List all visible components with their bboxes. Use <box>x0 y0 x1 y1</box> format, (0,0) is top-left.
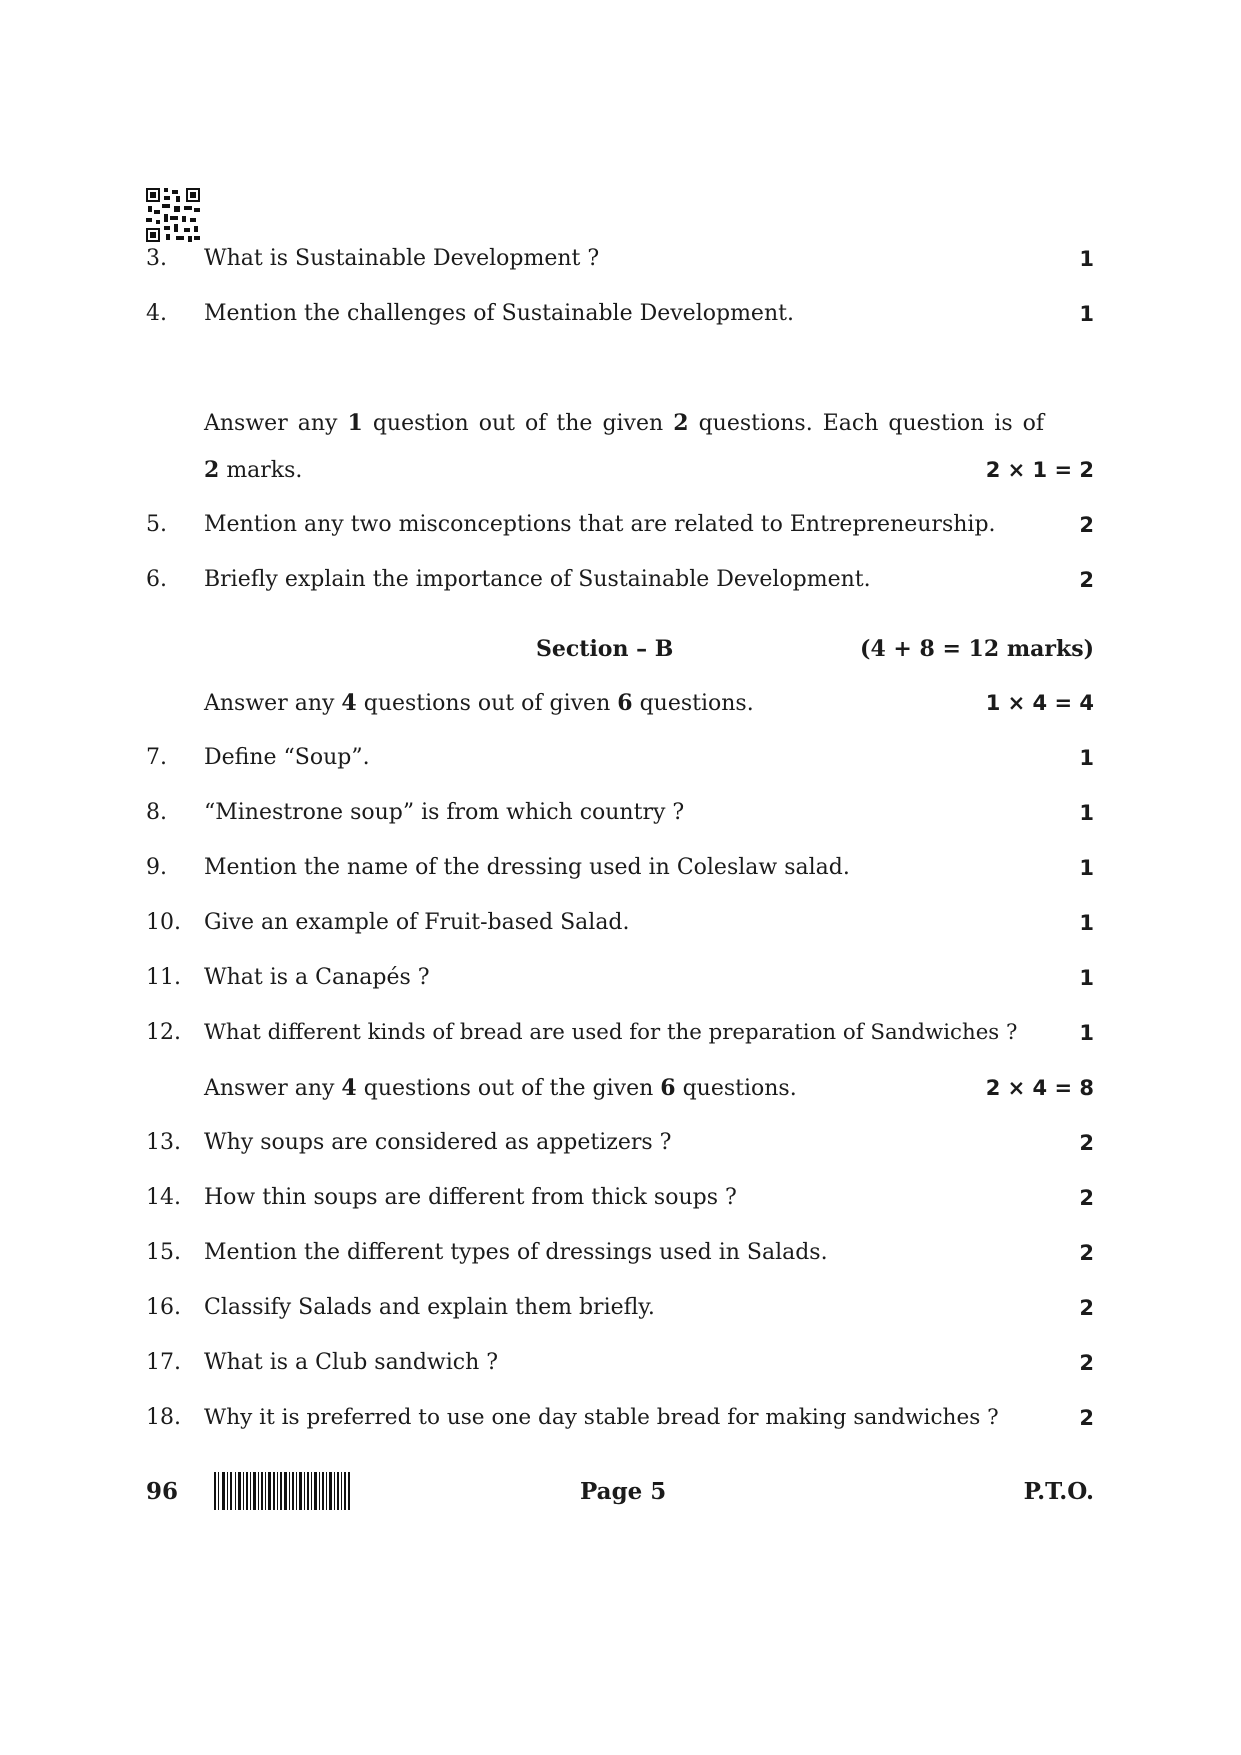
question-text: What different kinds of bread are used for the preparation of Sandwiches ? <box>204 1020 1018 1045</box>
question-marks: 1 <box>1079 966 1094 990</box>
question-number: 15. <box>146 1240 181 1265</box>
question-number: 18. <box>146 1405 181 1430</box>
question-marks: 2 <box>1079 568 1094 592</box>
paper-code: 96 <box>146 1478 179 1505</box>
question-number: 4. <box>146 301 167 326</box>
instruction-b-marks: 1 × 4 = 4 <box>985 691 1094 715</box>
question-marks: 2 <box>1079 1406 1094 1430</box>
instruction-a-marks: 2 × 1 = 2 <box>985 458 1094 482</box>
question-number: 10. <box>146 910 181 935</box>
question-number: 7. <box>146 745 167 770</box>
question-text: What is a Club sandwich ? <box>204 1350 499 1375</box>
question-marks: 2 <box>1079 1296 1094 1320</box>
question-text: Why it is preferred to use one day stable bread for making sandwiches ? <box>204 1405 999 1430</box>
question-text: How thin soups are different from thick soups ? <box>204 1185 737 1210</box>
question-marks: 1 <box>1079 746 1094 770</box>
question-marks: 2 <box>1079 1241 1094 1265</box>
instruction-c-marks: 2 × 4 = 8 <box>985 1076 1094 1100</box>
question-text: What is Sustainable Development ? <box>204 246 600 271</box>
question-marks: 2 <box>1079 1131 1094 1155</box>
question-text: Define “Soup”. <box>204 745 370 770</box>
question-text: Classify Salads and explain them briefly. <box>204 1295 655 1320</box>
question-text: Mention the name of the dressing used in Coleslaw salad. <box>204 855 850 880</box>
question-text: Mention the challenges of Sustainable Development. <box>204 301 794 326</box>
question-text: What is a Canapés ? <box>204 965 430 990</box>
barcode-icon <box>214 1472 350 1510</box>
question-marks: 1 <box>1079 302 1094 326</box>
question-number: 5. <box>146 512 167 537</box>
question-number: 12. <box>146 1020 181 1045</box>
section-marks: (4 + 8 = 12 marks) <box>860 636 1094 662</box>
question-marks: 2 <box>1079 513 1094 537</box>
question-text: Briefly explain the importance of Sustainable Development. <box>204 567 871 592</box>
question-marks: 1 <box>1079 1021 1094 1045</box>
qr-code-icon <box>146 188 200 242</box>
question-marks: 2 <box>1079 1351 1094 1375</box>
question-text: Mention any two misconceptions that are related to Entrepreneurship. <box>204 512 996 537</box>
question-marks: 1 <box>1079 856 1094 880</box>
question-number: 16. <box>146 1295 181 1320</box>
question-number: 17. <box>146 1350 181 1375</box>
question-number: 8. <box>146 800 167 825</box>
section-title: Section – B <box>536 636 674 662</box>
question-number: 14. <box>146 1185 181 1210</box>
question-marks: 2 <box>1079 1186 1094 1210</box>
question-number: 9. <box>146 855 167 880</box>
question-text: “Minestrone soup” is from which country ? <box>204 800 685 825</box>
question-marks: 1 <box>1079 247 1094 271</box>
instruction-a-line1: Answer any 1 question out of the given 2 questions. Each question is of <box>204 410 1045 436</box>
question-number: 3. <box>146 246 167 271</box>
question-text: Give an example of Fruit-based Salad. <box>204 910 630 935</box>
question-number: 11. <box>146 965 181 990</box>
page-number: Page 5 <box>580 1478 667 1505</box>
please-turn-over: P.T.O. <box>1023 1478 1094 1505</box>
question-number: 6. <box>146 567 167 592</box>
question-marks: 1 <box>1079 911 1094 935</box>
question-text: Why soups are considered as appetizers ? <box>204 1130 672 1155</box>
question-marks: 1 <box>1079 801 1094 825</box>
question-text: Mention the different types of dressings used in Salads. <box>204 1240 828 1265</box>
question-number: 13. <box>146 1130 181 1155</box>
